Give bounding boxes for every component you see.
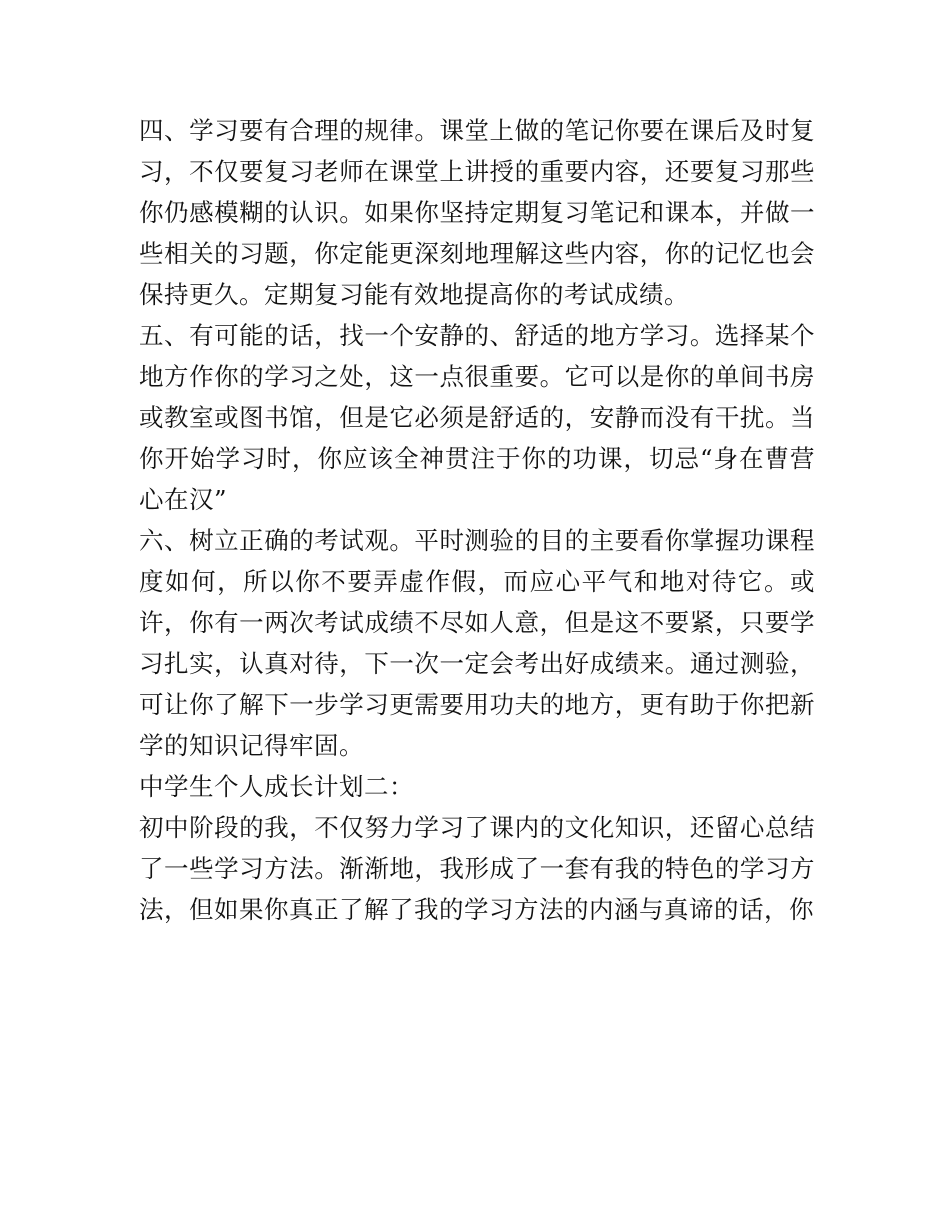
paragraph-quiet-place: 五、有可能的话，找一个安静的、舒适的地方学习。选择某个地方作你的学习之处，这一点很重要。它可以是你的单间书房或教室或图书馆，但是它必须是舒适的，安静而没有干扰。当你开始学习时，你应该全神贯注于你的功课，切忌“身在曹营心在汉” — [139, 321, 815, 514]
paragraph-exam-attitude: 六、树立正确的考试观。平时测验的目的主要看你掌握功课程度如何，所以你不要弄虚作假，而应心平气和地对待它。或许，你有一两次考试成绩不尽如人意，但是这不要紧，只要学习扎实，认真对待，下一次一定会考出好成绩来。通过测验，可让你了解下一步学习更需要用功夫的地方，更有助于你把新学的知识记得牢固。 — [139, 526, 815, 760]
section-heading-plan-two: 中学生个人成长计划二： — [139, 772, 414, 801]
paragraph-study-regularity: 四、学习要有合理的规律。课堂上做的笔记你要在课后及时复习，不仅要复习老师在课堂上讲授的重要内容，还要复习那些你仍感模糊的认识。如果你坚持定期复习笔记和课本，并做一些相关的习题，你定能更深刻地理解这些内容，你的记忆也会保持更久。定期复习能有效地提高你的考试成绩。 — [139, 116, 815, 309]
document-body — [139, 110, 815, 930]
paragraph-junior-high: 初中阶段的我，不仅努力学习了课内的文化知识，还留心总结了一些学习方法。渐渐地，我形成了一套有我的特色的学习方法，但如果你真正了解了我的学习方法的内涵与真谛的话，你 — [139, 813, 815, 924]
